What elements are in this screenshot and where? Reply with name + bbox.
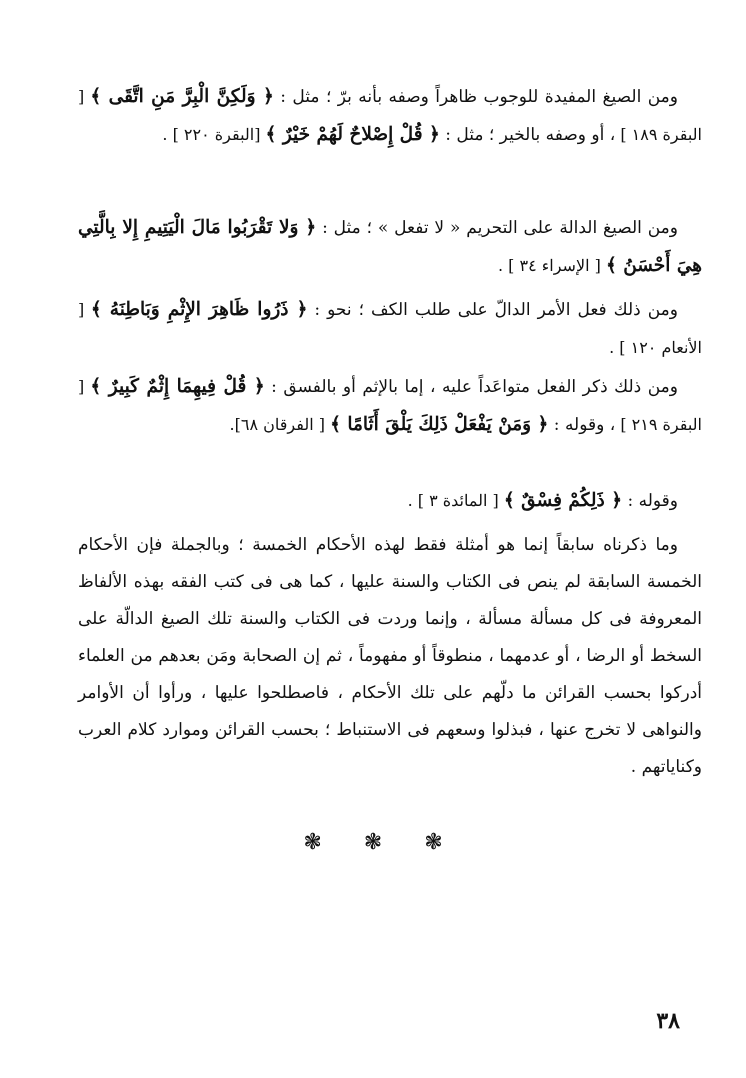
paragraph-text: وقوله :	[622, 491, 678, 511]
verse-reference: [ الإسراء ٣٤ ] .	[497, 256, 606, 275]
paragraph	[78, 527, 702, 786]
paragraph-text: ومن ذلك فعل الأمر الدالّ على طلب الكف ؛ نحو :	[307, 300, 678, 320]
verse-reference: [ الأنعام ١٢٠ ] .	[78, 300, 702, 357]
paragraph-text: ومن الصيغ المفيدة للوجوب ظاهراً وصفه بأنه برّ ؛ مثل :	[273, 87, 678, 107]
quran-quote: ﴿ ذَرُوا ظَاهِرَ الإِثْمِ وَبَاطِنَهُ ﴾	[90, 299, 308, 320]
page-number: ٣٨	[656, 1008, 680, 1034]
paragraph-block	[78, 291, 702, 367]
paragraph	[78, 78, 702, 154]
quran-quote: ﴿ وَلا تَقْرَبُوا مَالَ الْيَتِيمِ إِلا بِالَّتِي هِيَ أَحْسَنُ ﴾	[78, 217, 702, 276]
quran-quote: ﴿ ذَلِكُمْ فِسْقٌ ﴾	[503, 490, 623, 511]
quran-quote: ﴿ وَلَكِنَّ الْبِرَّ مَنِ اتَّقَى ﴾	[90, 86, 274, 107]
paragraph-block	[78, 527, 702, 786]
quran-quote: ﴿ قُلْ فِيهِمَا إِثْمٌ كَبِيرٌ ﴾	[90, 376, 265, 397]
paragraph	[78, 482, 702, 520]
separator-star-icon: ❃	[363, 830, 383, 855]
paragraph	[78, 291, 702, 367]
separator-star-icon: ❃	[303, 830, 322, 855]
paragraph	[78, 368, 702, 444]
paragraph-text: ، وقوله :	[548, 415, 616, 435]
paragraph-text: ومن ذلك ذكر الفعل متواعَداً عليه ، إما بالإثم أو بالفسق :	[264, 377, 678, 397]
paragraph-text: ، أو وصفه بالخير ؛ مثل :	[439, 125, 616, 145]
section-separator	[0, 828, 746, 858]
paragraph	[78, 209, 702, 285]
separator-star-icon: ❃	[424, 830, 443, 855]
paragraph-block	[78, 209, 702, 285]
verse-reference: [ البقرة ١٨٩ ]	[78, 87, 702, 144]
verse-reference: [البقرة ٢٢٠ ] .	[162, 125, 266, 144]
paragraph-block	[78, 368, 702, 444]
paragraph-text: وما ذكرناه سابقاً إنما هو أمثلة فقط لهذه الأحكام الخمسة ؛ وبالجملة فإن الأحكام الخمسة السابقة لم ينص فى الكتاب والسنة عليها ، كما هى فى كتب الفقه بهذه الألفاظ المعروفة فى كل مسألة مسألة ، وإنما وردت فى الكتاب والسنة تلك الصيغ الدالّة على السخط أو الرضا ، أو عدمهما ، منطوقاً أو مفهوماً ، ثم إن الصحابة ومَن بعدهم من العلماء أدركوا بحسب القرائن ما دلّهم على تلك الأحكام ، فاصطلحوا عليها ، ورأوا أن الأوامر والنواهى لا تخرج عنها ، فبذلوا وسعهم فى الاستنباط ؛ بحسب القرائن وموارد كلام العرب وكناياتهم .	[78, 535, 702, 777]
verse-reference: [ الفرقان ٦٨].	[229, 415, 331, 434]
paragraph-block	[78, 78, 702, 154]
verse-reference: [ المائدة ٣ ] .	[407, 491, 504, 510]
paragraph-block	[78, 482, 702, 520]
quran-quote: ﴿ وَمَنْ يَفْعَلْ ذَلِكَ يَلْقَ أَثَامًا ﴾	[330, 414, 549, 435]
quran-quote: ﴿ قُلْ إِصْلاحٌ لَهُمْ خَيْرٌ ﴾	[265, 124, 440, 145]
paragraph-text: ومن الصيغ الدالة على التحريم « لا تفعل » ؛ مثل :	[316, 218, 678, 238]
verse-reference: [ البقرة ٢١٩ ]	[78, 377, 702, 434]
